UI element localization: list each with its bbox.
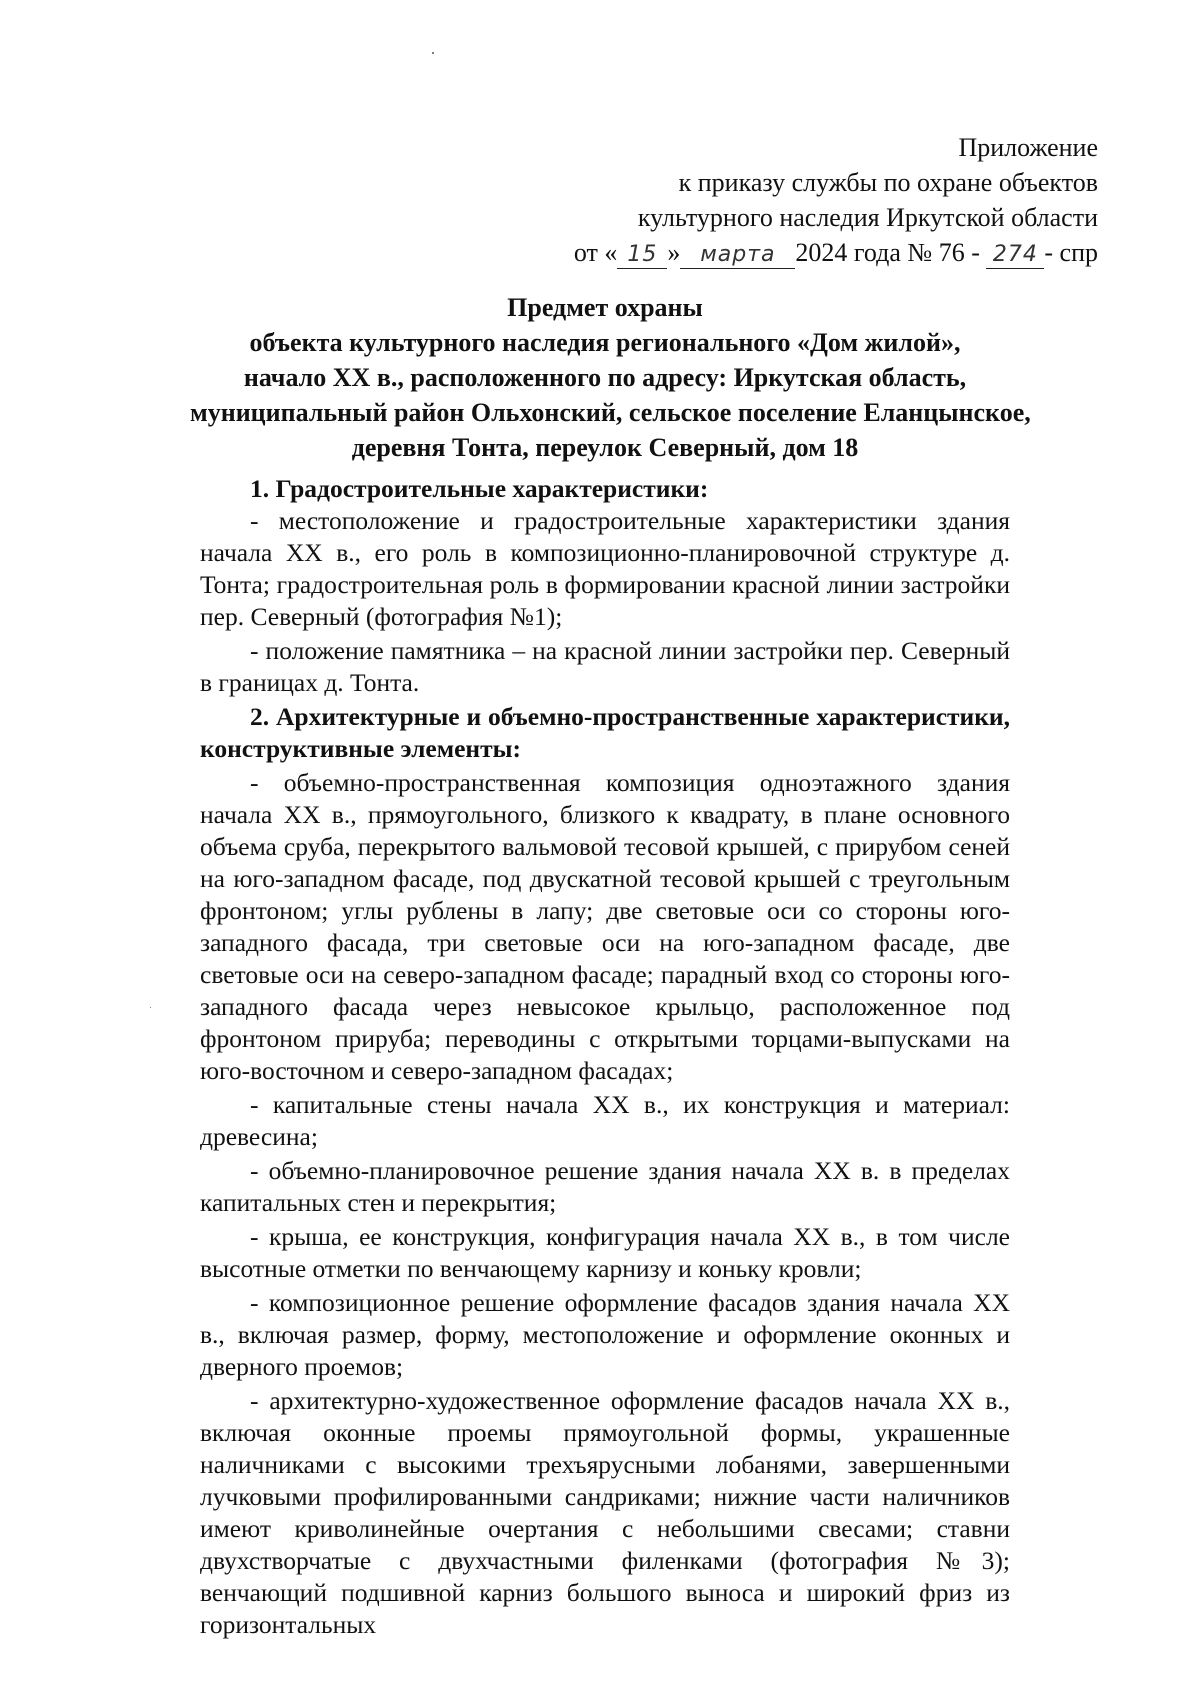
appendix-header xyxy=(398,130,1098,270)
title-line: начало XX в., расположенного по адресу: Иркутская область, xyxy=(243,363,967,392)
handwritten-order-number: 274 xyxy=(986,242,1044,269)
section-1-paragraph: - местоположение и градостроительные характеристики здания начала XX в., его роль в композиционно-планировочной структуре д. Тонта; градостроительная роль в формировании красной линии застройки пер. Северный (фотография №1); xyxy=(200,506,1010,631)
section-1-paragraph: - положение памятника – на красной линии застройки пер. Северный в границах д. Тонта. xyxy=(200,636,1010,697)
section-2-heading: 2. Архитектурные и объемно-пространственные характеристики, конструктивные элементы: xyxy=(200,702,1010,763)
section-2-paragraph: - объемно-пространственная композиция одноэтажного здания начала XX в., прямоугольного, близкого к квадрату, в плане основного объема сруба, перекрытого вальмовой тесовой крышей, с прирубом сеней на юго-западном фасаде, под двускатной тесовой крышей с треугольным фронтоном; углы рублены в лапу; две световые оси со стороны юго-западного фасада, три световые оси на юго-западном фасаде, две световые оси на северо-западном фасаде; парадный вход со стороны юго-западного фасада через невысокое крыльцо, расположенное под фронтоном прируба; переводины с открытыми торцами-выпусками на юго-восточном и северо-западном фасадах; xyxy=(200,768,1010,1085)
order-suffix: - спр xyxy=(1044,238,1098,267)
scan-speck xyxy=(432,52,434,54)
document-title xyxy=(190,290,1031,465)
section-2-paragraph: - архитектурно-художественное оформление фасадов начала XX в., включая оконные проемы прямоугольной формы, украшенные наличниками с высокими трехъярусными лобанями, завершенными лучковыми профилированными сандриками; нижние части наличников имеют криволинейные очертания с небольшими свесами; ставни двухстворчатые с двухчастными филенками (фотография №3); венчающий подшивной карниз большого выноса и широкий фриз из горизонтальных xyxy=(200,1386,1010,1639)
section-2-paragraph: - крыша, ее конструкция, конфигурация начала XX в., в том числе высотные отметки по венчающему карнизу и коньку кровли; xyxy=(200,1222,1010,1283)
scan-speck xyxy=(150,1007,151,1008)
appendix-label: Приложение xyxy=(958,133,1098,162)
section-1-heading: 1. Градостроительные характеристики: xyxy=(250,474,709,503)
day-close-quote: » xyxy=(667,238,681,267)
section-2-paragraph: - объемно-планировочное решение здания начала XX в. в пределах капитальных стен и перекрытия; xyxy=(200,1156,1010,1217)
date-prefix: от « xyxy=(573,238,618,267)
handwritten-day: 15 xyxy=(617,242,667,269)
title-line: муниципальный район Ольхонский, сельское поселение Еланцынское, xyxy=(190,398,1031,427)
title-line: деревня Тонта, переулок Северный, дом 18 xyxy=(351,433,859,462)
order-reference-line: к приказу службы по охране объектов xyxy=(678,168,1098,197)
section-2-paragraph: - композиционное решение оформление фасадов здания начала XX в., включая размер, форму, местоположение и оформление оконных и дверного проемов; xyxy=(200,1288,1010,1381)
title-line: Предмет охраны xyxy=(507,293,703,322)
authority-line: культурного наследия Иркутской области xyxy=(637,203,1098,232)
order-date-line xyxy=(398,235,1098,270)
title-line: объекта культурного наследия регионального «Дом жилой», xyxy=(249,328,961,357)
handwritten-month: марта xyxy=(680,242,795,269)
year-and-number: 2024 года № 76 - xyxy=(795,238,987,267)
section-2-paragraph: - капитальные стены начала XX в., их конструкция и материал: древесина; xyxy=(200,1090,1010,1151)
document-body xyxy=(200,473,1010,1643)
